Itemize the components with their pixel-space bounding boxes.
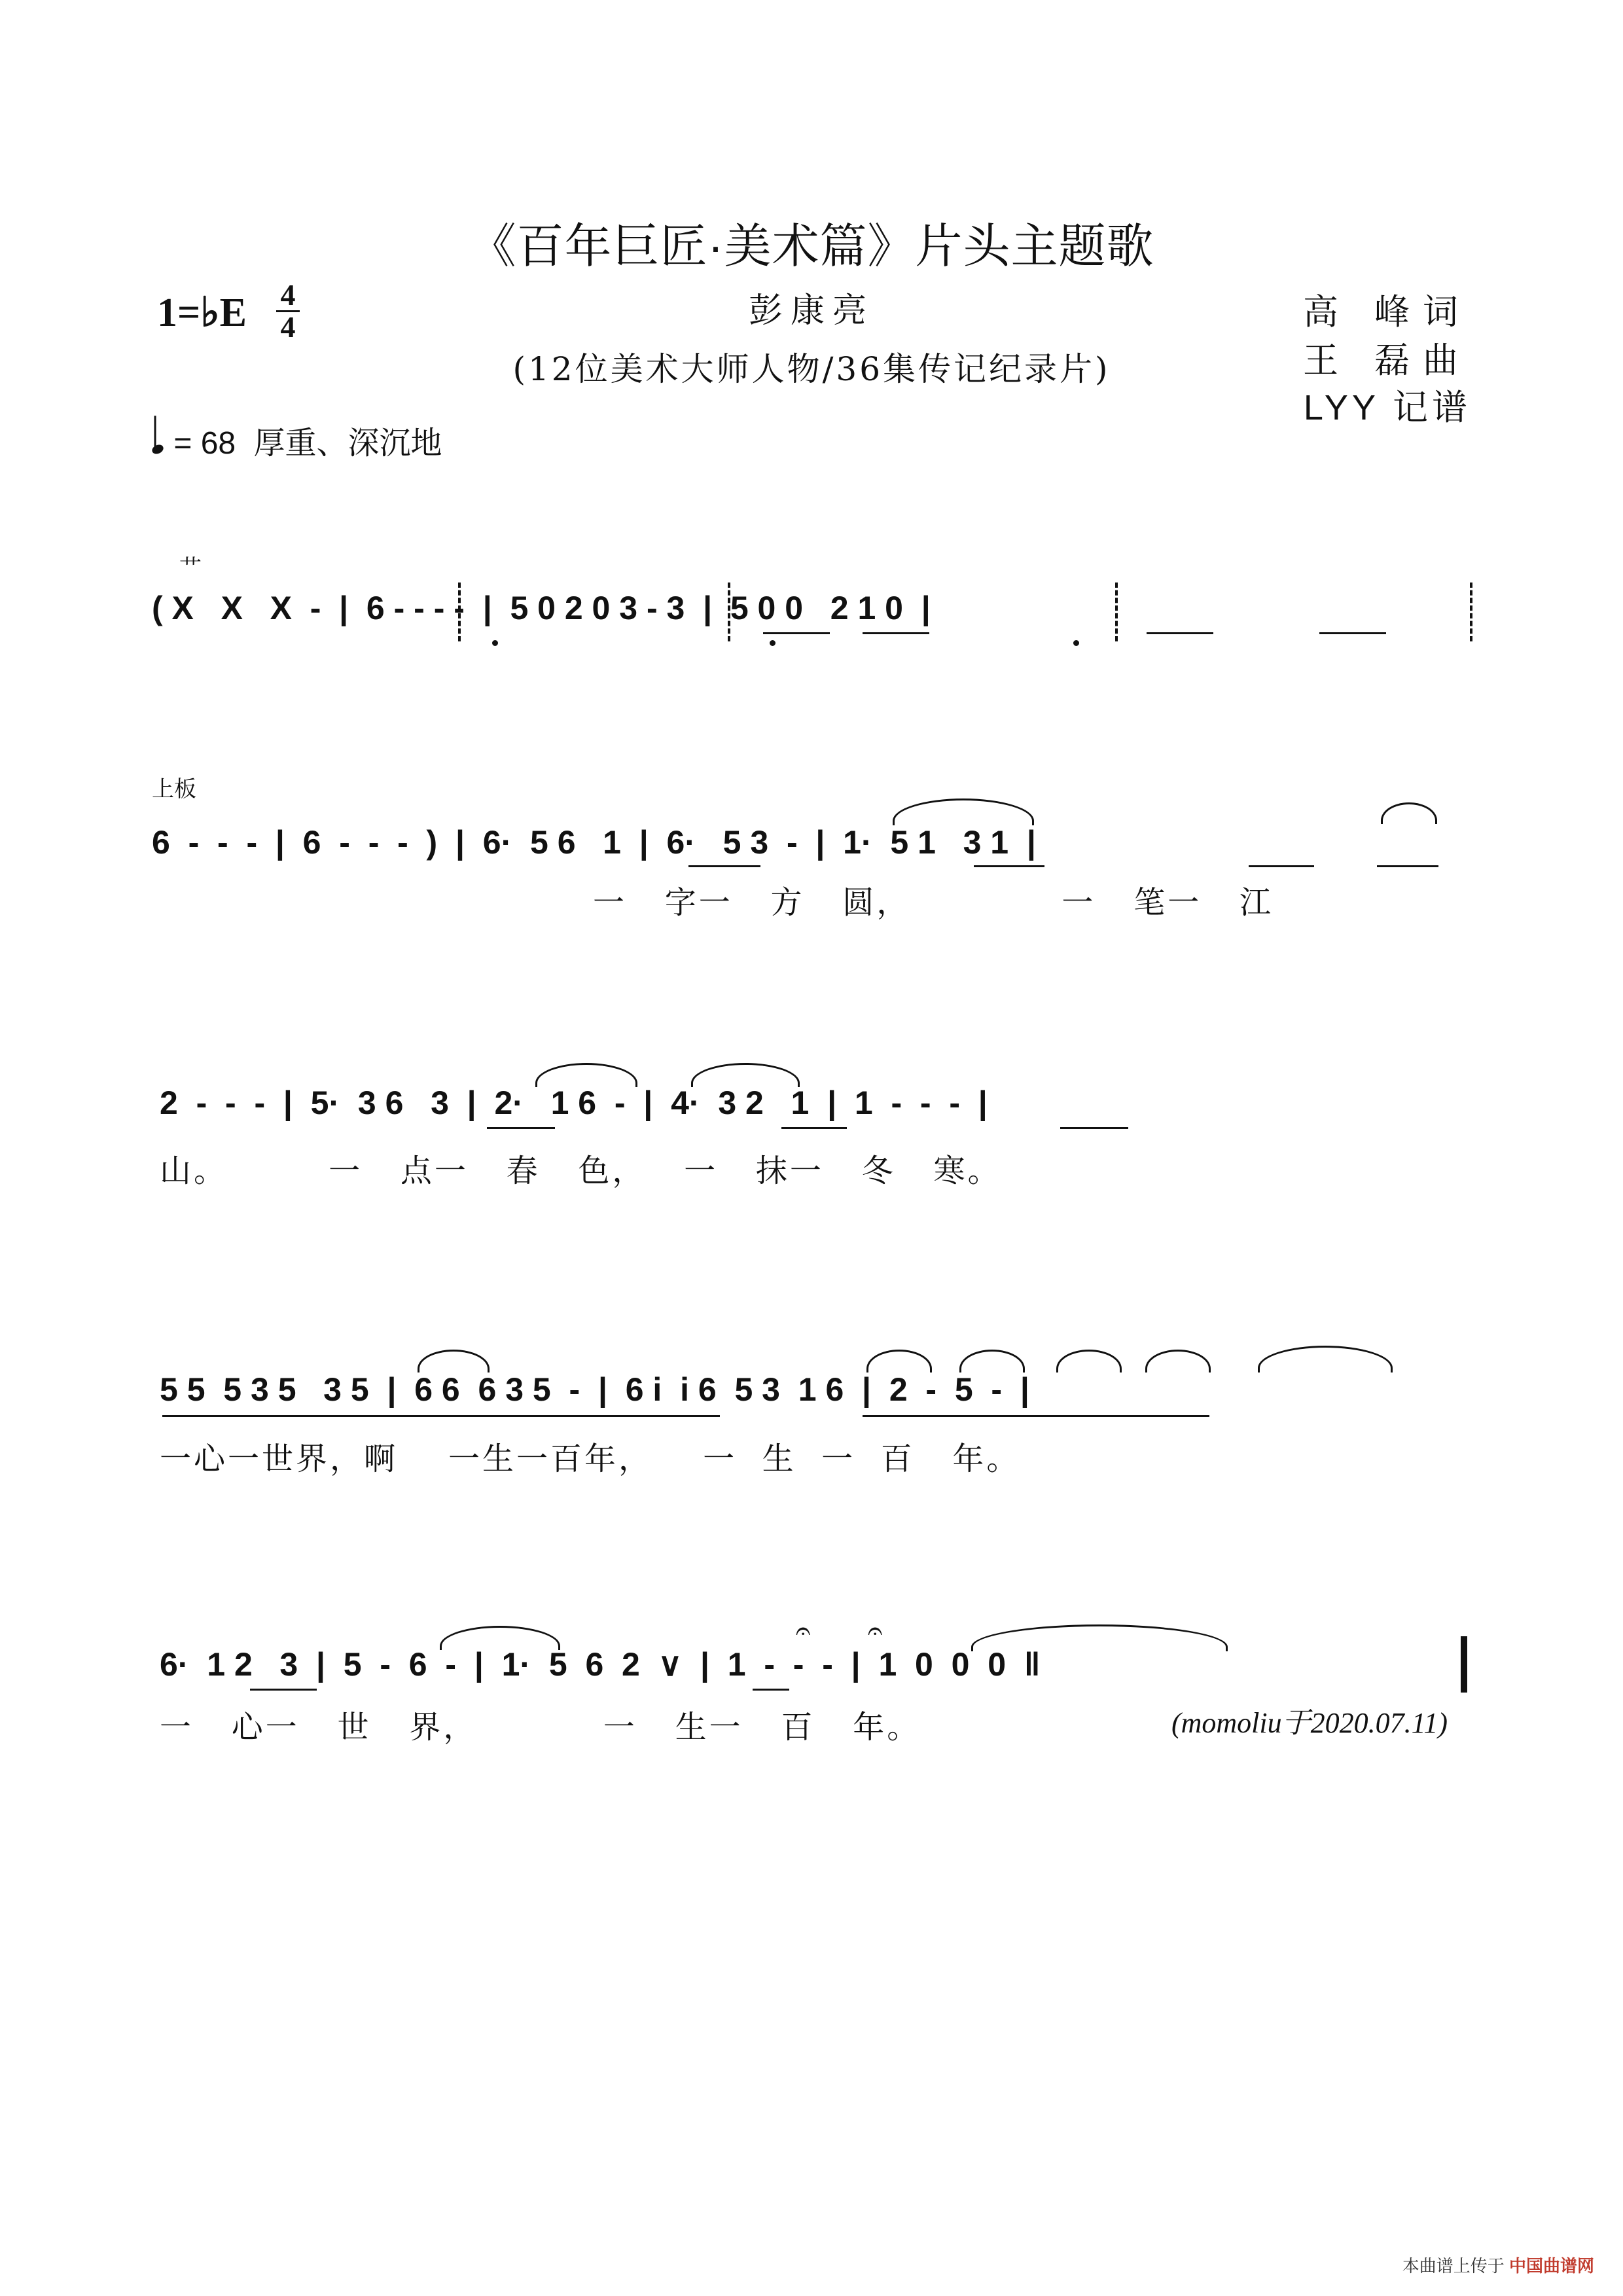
low-octave-dot bbox=[1073, 640, 1079, 646]
low-octave-dot bbox=[492, 640, 498, 646]
transcriber-credit: LYY 记谱 bbox=[1303, 388, 1471, 427]
underline-beam bbox=[1249, 865, 1314, 867]
slur bbox=[1145, 1350, 1211, 1372]
slur bbox=[1381, 802, 1437, 824]
underline-beam bbox=[1060, 1127, 1128, 1129]
time-signature-top: 4 bbox=[280, 278, 296, 312]
underline-beam bbox=[974, 865, 1044, 867]
footer-text: 本曲谱上传于 bbox=[1402, 2256, 1505, 2276]
underline-beam bbox=[763, 632, 830, 634]
slur bbox=[1258, 1346, 1393, 1372]
subtitle: (12位美术大师人物/36集传记纪录片) bbox=[512, 350, 1111, 388]
system-3-lyrics: 山。 一 点一 春 色， 一 抹一 冬 寒。 bbox=[160, 1153, 1002, 1189]
underline-beam bbox=[863, 1415, 1209, 1417]
footer-watermark bbox=[1402, 2253, 1594, 2277]
underline-beam bbox=[1147, 632, 1213, 634]
system-5-lyrics: 一 心一 世 界， 一 生一 百 年。 bbox=[160, 1709, 921, 1746]
slur bbox=[959, 1350, 1025, 1372]
key-signature: 1=♭E bbox=[157, 291, 247, 335]
underline-beam bbox=[753, 1689, 789, 1691]
composer-credit: 王 磊曲 bbox=[1302, 341, 1471, 380]
tempo-value: = 68 bbox=[173, 426, 236, 461]
slur bbox=[418, 1350, 490, 1372]
lyricist-credit: 高 峰词 bbox=[1302, 293, 1471, 332]
fermata-icon: 𝄐 bbox=[868, 1617, 883, 1645]
section-mark: 上板 bbox=[152, 777, 196, 802]
slur bbox=[535, 1063, 637, 1087]
slur bbox=[866, 1350, 932, 1372]
slur bbox=[1056, 1350, 1122, 1372]
site-logo: 中国曲谱网 bbox=[1508, 2256, 1594, 2276]
dashed-barline bbox=[1470, 583, 1472, 641]
low-octave-dot bbox=[770, 640, 776, 646]
system-2-lyrics: 一 字一 方 圆， 一 笔一 江 bbox=[593, 884, 1274, 921]
page-title: 《百年巨匠·美术篇》片头主题歌 bbox=[469, 221, 1154, 273]
system-2-notes: 6 - - - | 6 - - - ) | 6· 5 6 1 | 6· 5 3 - | 1· 5 1 3 1 | bbox=[152, 824, 1036, 861]
system-1-notes: ( X X X - | 6 - - - - | 5 0 2 0 3 - 3 | 5 0 0 2 1 0 | bbox=[152, 590, 931, 626]
system-5-notes: 6· 1 2 3 | 5 - 6 - | 1· 5 6 2 ∨ | 1 - - - | 1 0 0 0 ‖ bbox=[160, 1646, 1041, 1683]
tempo-marking bbox=[152, 418, 442, 463]
dashed-barline bbox=[728, 583, 730, 641]
underline-beam bbox=[162, 1415, 542, 1417]
underline-beam bbox=[1377, 865, 1438, 867]
tie bbox=[971, 1624, 1228, 1651]
free-rhythm-mark: 艹 bbox=[179, 556, 202, 581]
fermata-icon: 𝄐 bbox=[796, 1617, 811, 1645]
slur bbox=[893, 798, 1034, 825]
underline-beam bbox=[487, 1127, 555, 1129]
signature: (momoliu于2020.07.11) bbox=[1171, 1707, 1448, 1739]
final-barline bbox=[1461, 1636, 1467, 1693]
underline-beam bbox=[1319, 632, 1386, 634]
system-4-notes: 5 5 5 3 5 3 5 | 6 6 6 3 5 - | 6 i i 6 5 3 1 6 | 2 - 5 - | bbox=[160, 1371, 1029, 1408]
system-3-notes: 2 - - - | 5· 3 6 3 | 2· 1 6 - | 4· 3 2 1 | 1 - - - | bbox=[160, 1085, 988, 1121]
time-signature bbox=[274, 278, 302, 344]
underline-beam bbox=[781, 1127, 847, 1129]
expression-text: 厚重、深沉地 bbox=[253, 426, 442, 461]
underline-beam bbox=[533, 1415, 720, 1417]
time-signature-bottom: 4 bbox=[280, 310, 296, 344]
dashed-barline bbox=[1115, 583, 1118, 641]
slur bbox=[440, 1626, 560, 1650]
underline-beam bbox=[250, 1689, 317, 1691]
system-4-lyrics: 一心一世界，啊 一生一百年， 一 生 一 百 年。 bbox=[160, 1441, 1021, 1477]
underline-beam bbox=[863, 632, 929, 634]
singer-name: 彭康亮 bbox=[748, 291, 874, 331]
underline-beam bbox=[688, 865, 760, 867]
dashed-barline bbox=[458, 583, 461, 641]
quarter-note-icon bbox=[151, 443, 165, 456]
slur bbox=[691, 1063, 800, 1087]
